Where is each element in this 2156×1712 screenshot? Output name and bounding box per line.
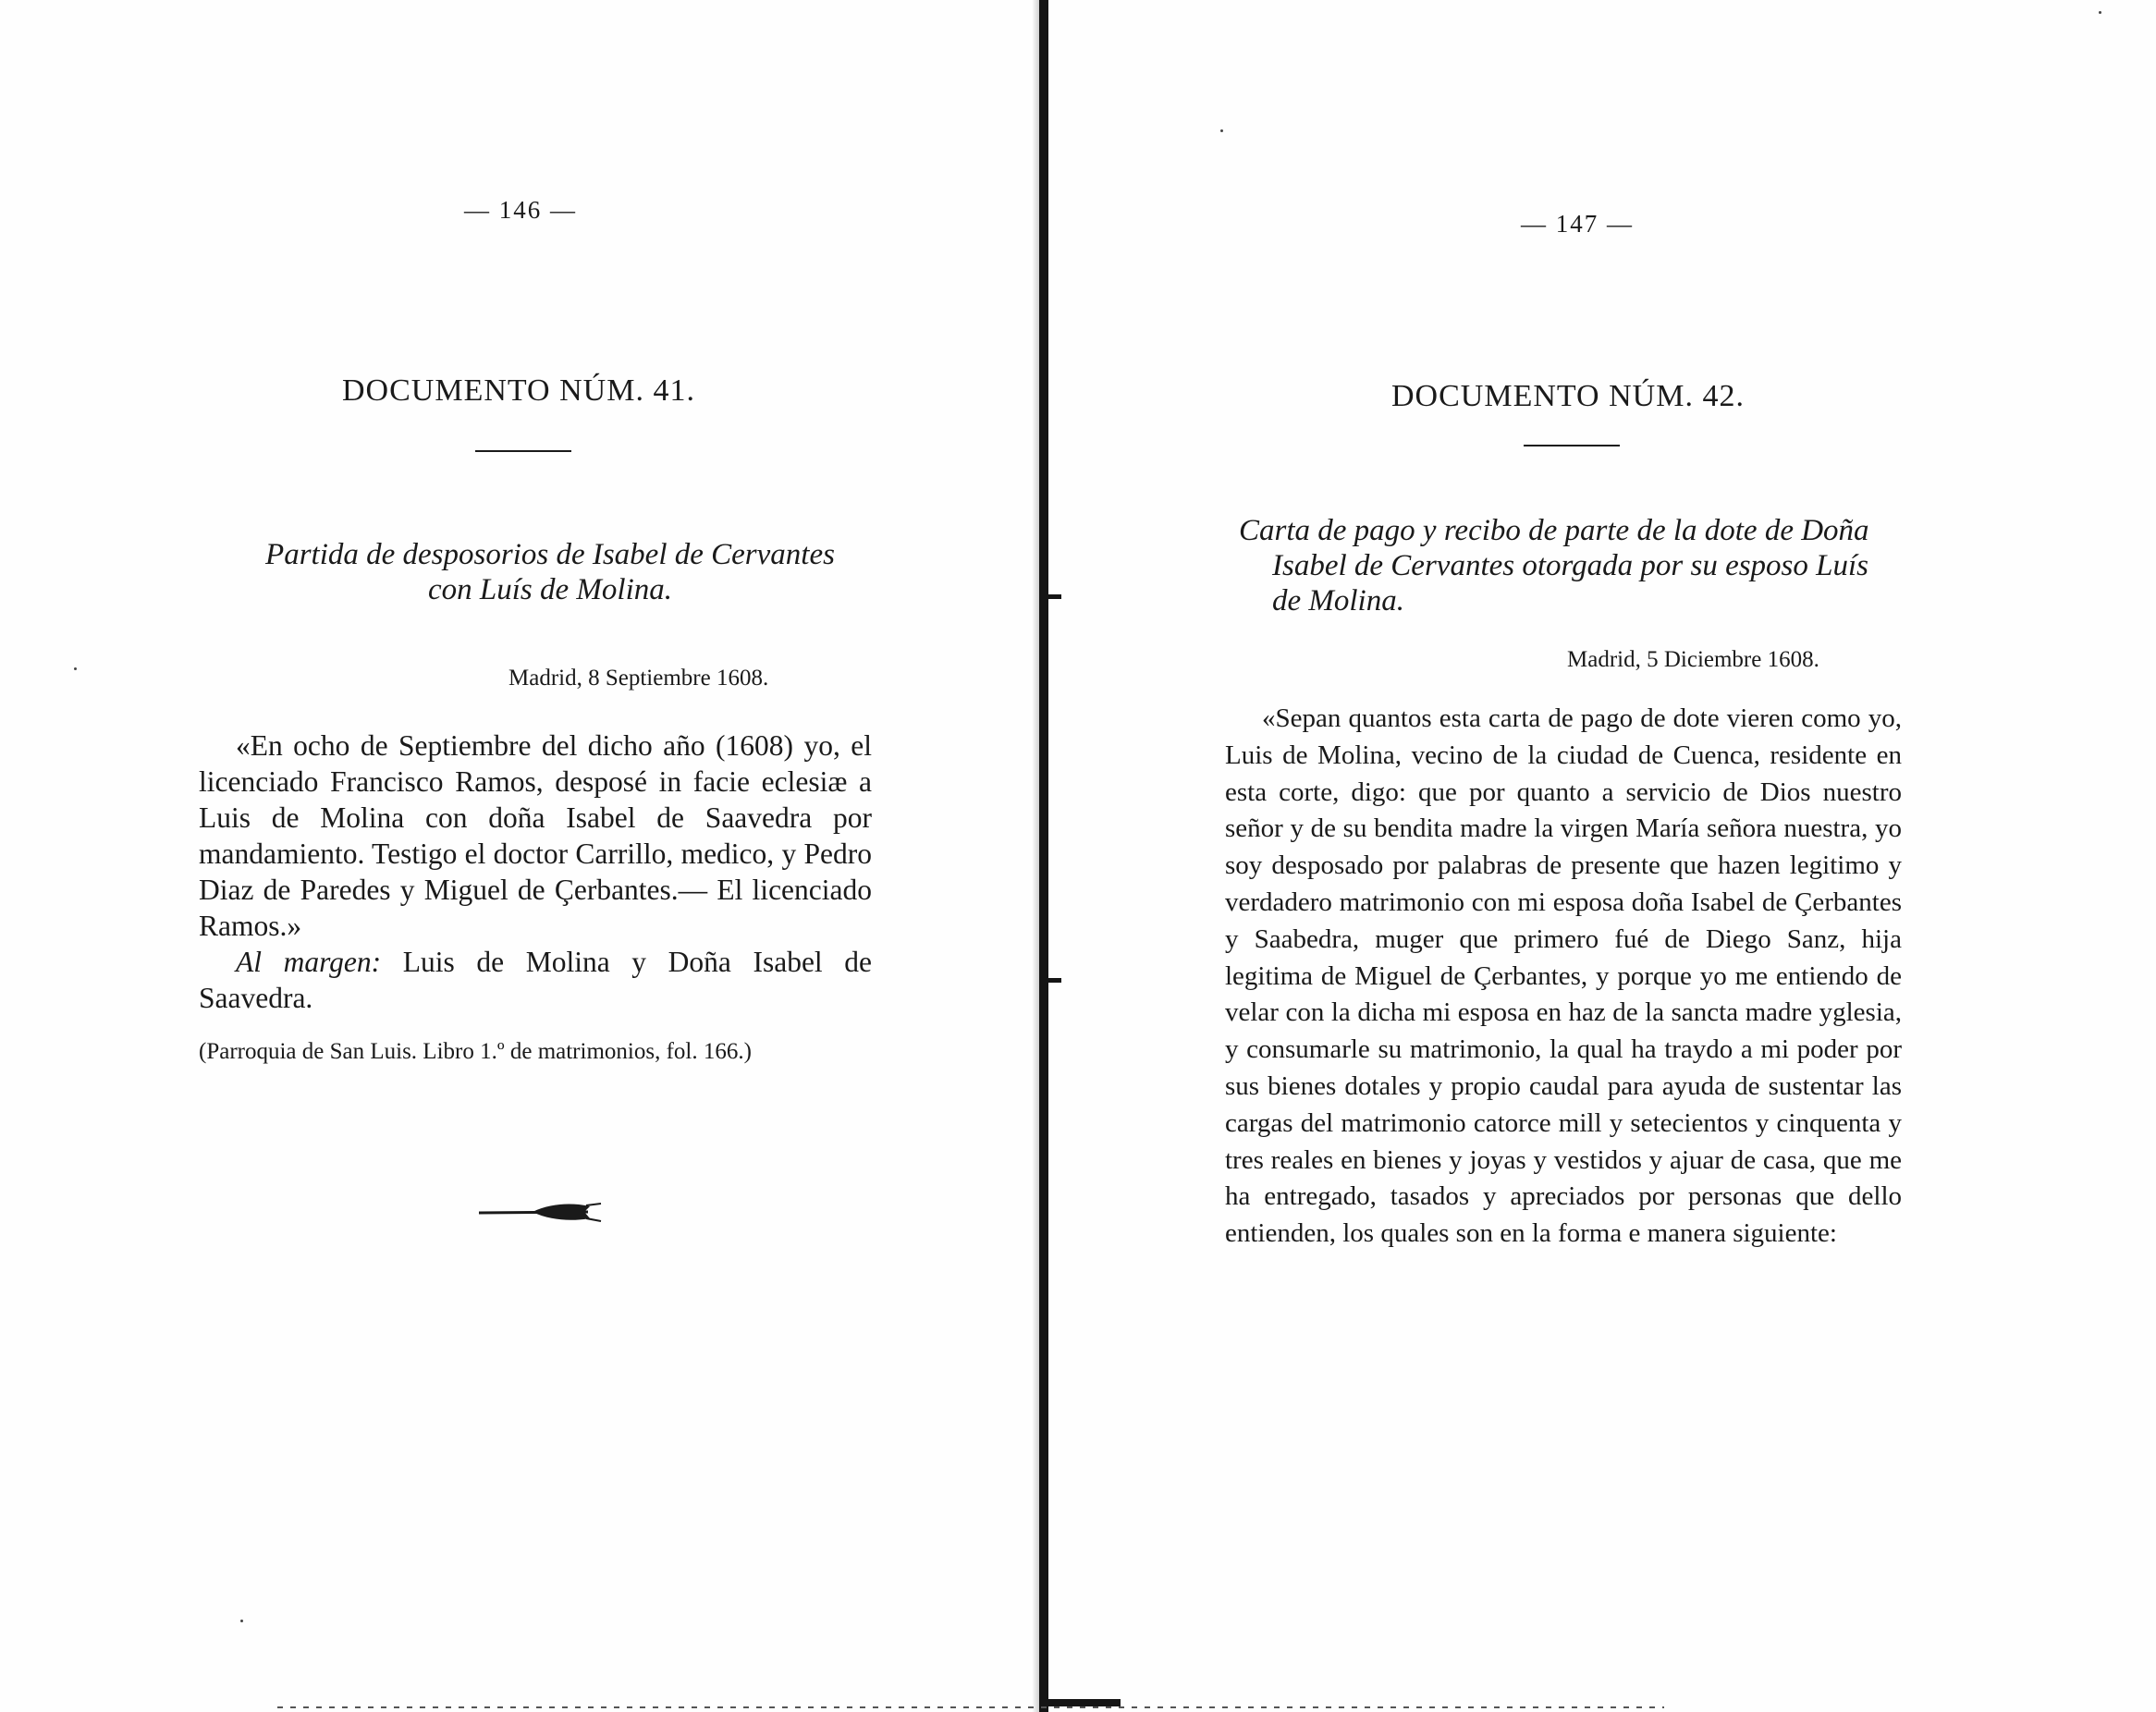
gutter-shadow xyxy=(1032,0,1039,1712)
paper-speck xyxy=(2099,11,2101,14)
dateline: Madrid, 8 Septiembre 1608. xyxy=(508,666,769,691)
document-heading xyxy=(1239,513,1923,618)
body-paragraph: «En ocho de Septiembre del dicho año (1608) yo, el licenciado Francisco Ramos, desposé in facie eclesiæ a Luis de Molina con doña Isabel de Saavedra por mandamiento. Testigo el doctor Carrillo, medico, y Pedro Diaz de Paredes y Miguel de Çerbantes.— El licenciado Ramos.» xyxy=(199,729,872,942)
document-heading xyxy=(236,537,864,607)
heading-line: con Luís de Molina. xyxy=(428,573,672,606)
paper-speck xyxy=(240,1620,243,1622)
quill-ornament-icon xyxy=(477,1198,606,1226)
document-body xyxy=(199,728,872,1016)
heading-line: de Molina. xyxy=(1272,584,1404,618)
document-body xyxy=(1225,701,1902,1253)
heading-line: Partida de desposorios de Isabel de Cervantes xyxy=(265,538,835,571)
source-note: (Parroquia de San Luis. Libro 1.º de matrimonios, fol. 166.) xyxy=(199,1039,752,1064)
margin-note-paragraph xyxy=(199,944,872,1016)
gutter-mark xyxy=(1047,978,1061,983)
margin-label: Al margen: xyxy=(236,946,382,978)
heading-line: Isabel de Cervantes otorgada por su esposo Luís xyxy=(1272,549,1869,582)
dateline: Madrid, 5 Diciembre 1608. xyxy=(1567,647,1819,672)
page-number: — 147 — xyxy=(1521,210,1634,238)
document-title: DOCUMENTO NÚM. 42. xyxy=(1391,379,1745,413)
paper-speck xyxy=(74,667,77,670)
title-rule xyxy=(475,450,571,452)
document-title: DOCUMENTO NÚM. 41. xyxy=(342,373,695,408)
book-gutter xyxy=(1039,0,1048,1712)
page-bottom-edge xyxy=(277,1706,1664,1708)
gutter-mark xyxy=(1047,1699,1121,1706)
gutter-mark xyxy=(1047,594,1061,599)
title-rule xyxy=(1524,445,1620,446)
page-number: — 146 — xyxy=(464,196,577,224)
paper-speck xyxy=(1220,129,1223,132)
body-paragraph: «Sepan quantos esta carta de pago de dote vieren como yo, Luis de Molina, vecino de la ciudad de Cuenca, residente en esta corte, digo: que por quanto a servicio de Dios nuestro señor y de su bendita madre la virgen María señora nuestra, yo soy desposado por palabras de presente que hazen legitimo y verdadero matrimonio con mi esposa doña Isabel de Çerbantes y Saabedra, muger que primero fué de Diego Sanz, hija legitima de Miguel de Çerbantes, y porque yo me entiendo de velar con la dicha mi esposa en haz de la sancta madre yglesia, y consumarle su matrimonio, la qual ha traydo a mi poder por sus bienes dotales y propio caudal para ayuda de sustentar las cargas del matrimonio catorce mill y setecientos y cinquenta y tres reales en bienes y joyas y vestidos y ajuar de casa, que me ha entregado, tasados y apreciados por personas que dello entienden, los quales son en la forma e manera siguiente: xyxy=(1225,703,1902,1249)
margin-text: Luis de Molina y Doña Isabel de Saavedra. xyxy=(199,946,873,1014)
heading-line: Carta de pago y recibo de parte de la dote de Doña xyxy=(1239,514,1869,547)
